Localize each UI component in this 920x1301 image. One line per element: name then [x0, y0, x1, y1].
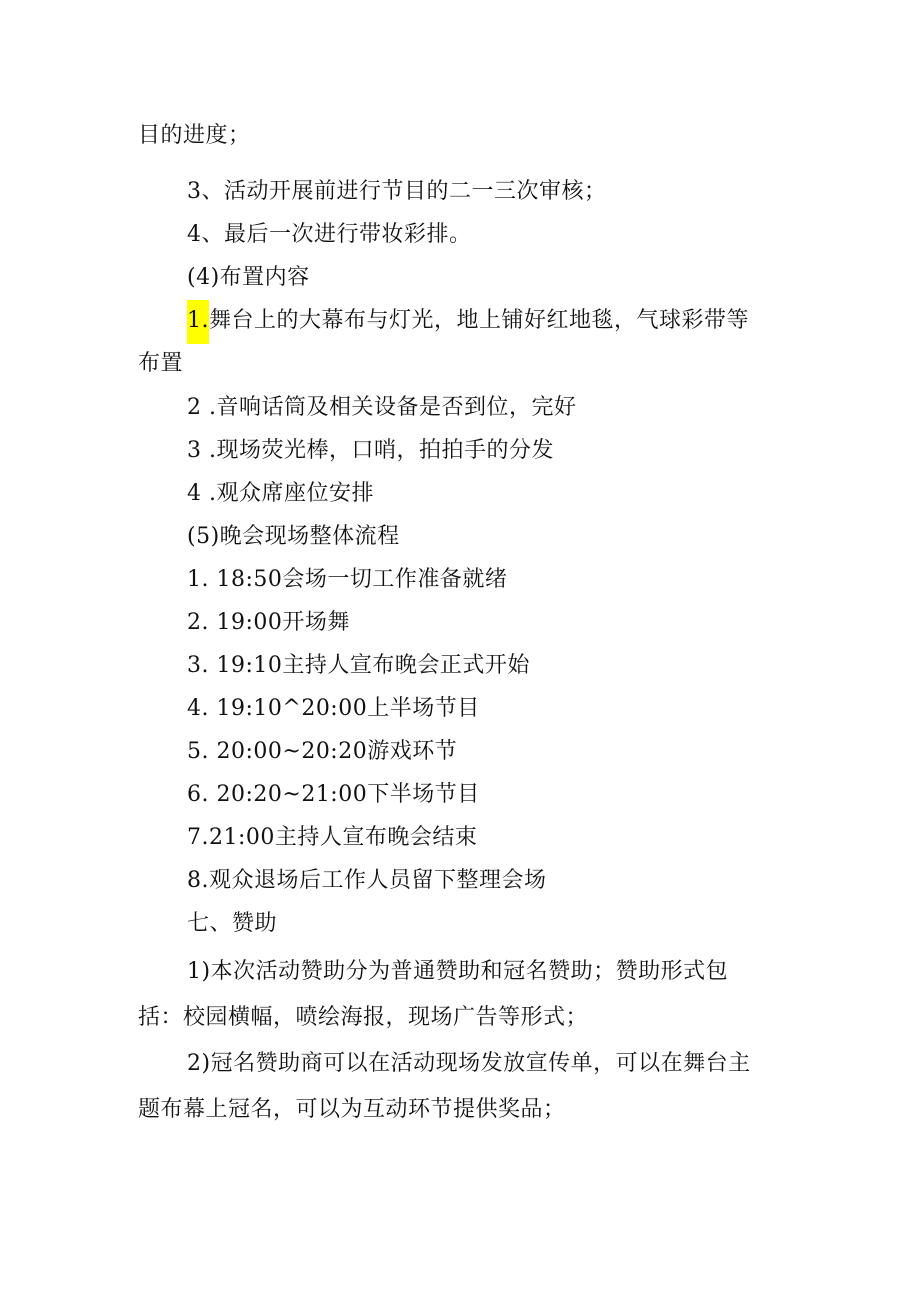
section-heading: (4)布置内容 [187, 265, 310, 290]
text-line-content: 舞台上的大幕布与灯光，地上铺好红地毯，气球彩带等 [209, 308, 750, 333]
text-line: 7.21:00主持人宣布晚会结束 [187, 825, 478, 850]
text-line: 3、活动开展前进行节目的二一三次审核； [187, 179, 607, 204]
highlighted-list-marker: 1. [187, 300, 209, 344]
text-line: 2. 19:00开场舞 [187, 610, 350, 635]
text-line: 4、最后一次进行带妆彩排。 [187, 222, 472, 247]
section-heading: (5)晚会现场整体流程 [187, 524, 400, 549]
text-line: 1. 18:50会场一切工作准备就绪 [187, 567, 508, 592]
text-line: 6. 20:20~21:00下半场节目 [187, 782, 480, 807]
text-line: 5. 20:00~20:20游戏环节 [187, 739, 458, 764]
section-heading: 七、赞助 [187, 911, 278, 936]
text-line-highlighted [187, 306, 749, 336]
text-line: 括：校园横幅，喷绘海报，现场广告等形式； [138, 1005, 589, 1030]
text-line: 3. 19:10主持人宣布晚会正式开始 [187, 653, 530, 678]
text-line: 目的进度； [138, 123, 251, 148]
text-line: 1)本次活动赞助分为普通赞助和冠名赞助；赞助形式包 [187, 959, 729, 984]
text-line: 4. 19:10^20:00上半场节目 [187, 696, 480, 721]
text-line: 2 .音响话筒及相关设备是否到位，完好 [187, 395, 577, 420]
text-line: 题布幕上冠名，可以为互动环节提供奖品； [138, 1097, 566, 1122]
text-line: 布置 [138, 351, 184, 376]
text-line: 8.观众退场后工作人员留下整理会场 [187, 868, 547, 893]
text-line: 3 .现场荧光棒，口哨，拍拍手的分发 [187, 438, 554, 463]
text-line: 2)冠名赞助商可以在活动现场发放宣传单，可以在舞台主 [187, 1051, 751, 1076]
text-line: 4 .观众席座位安排 [187, 481, 374, 506]
